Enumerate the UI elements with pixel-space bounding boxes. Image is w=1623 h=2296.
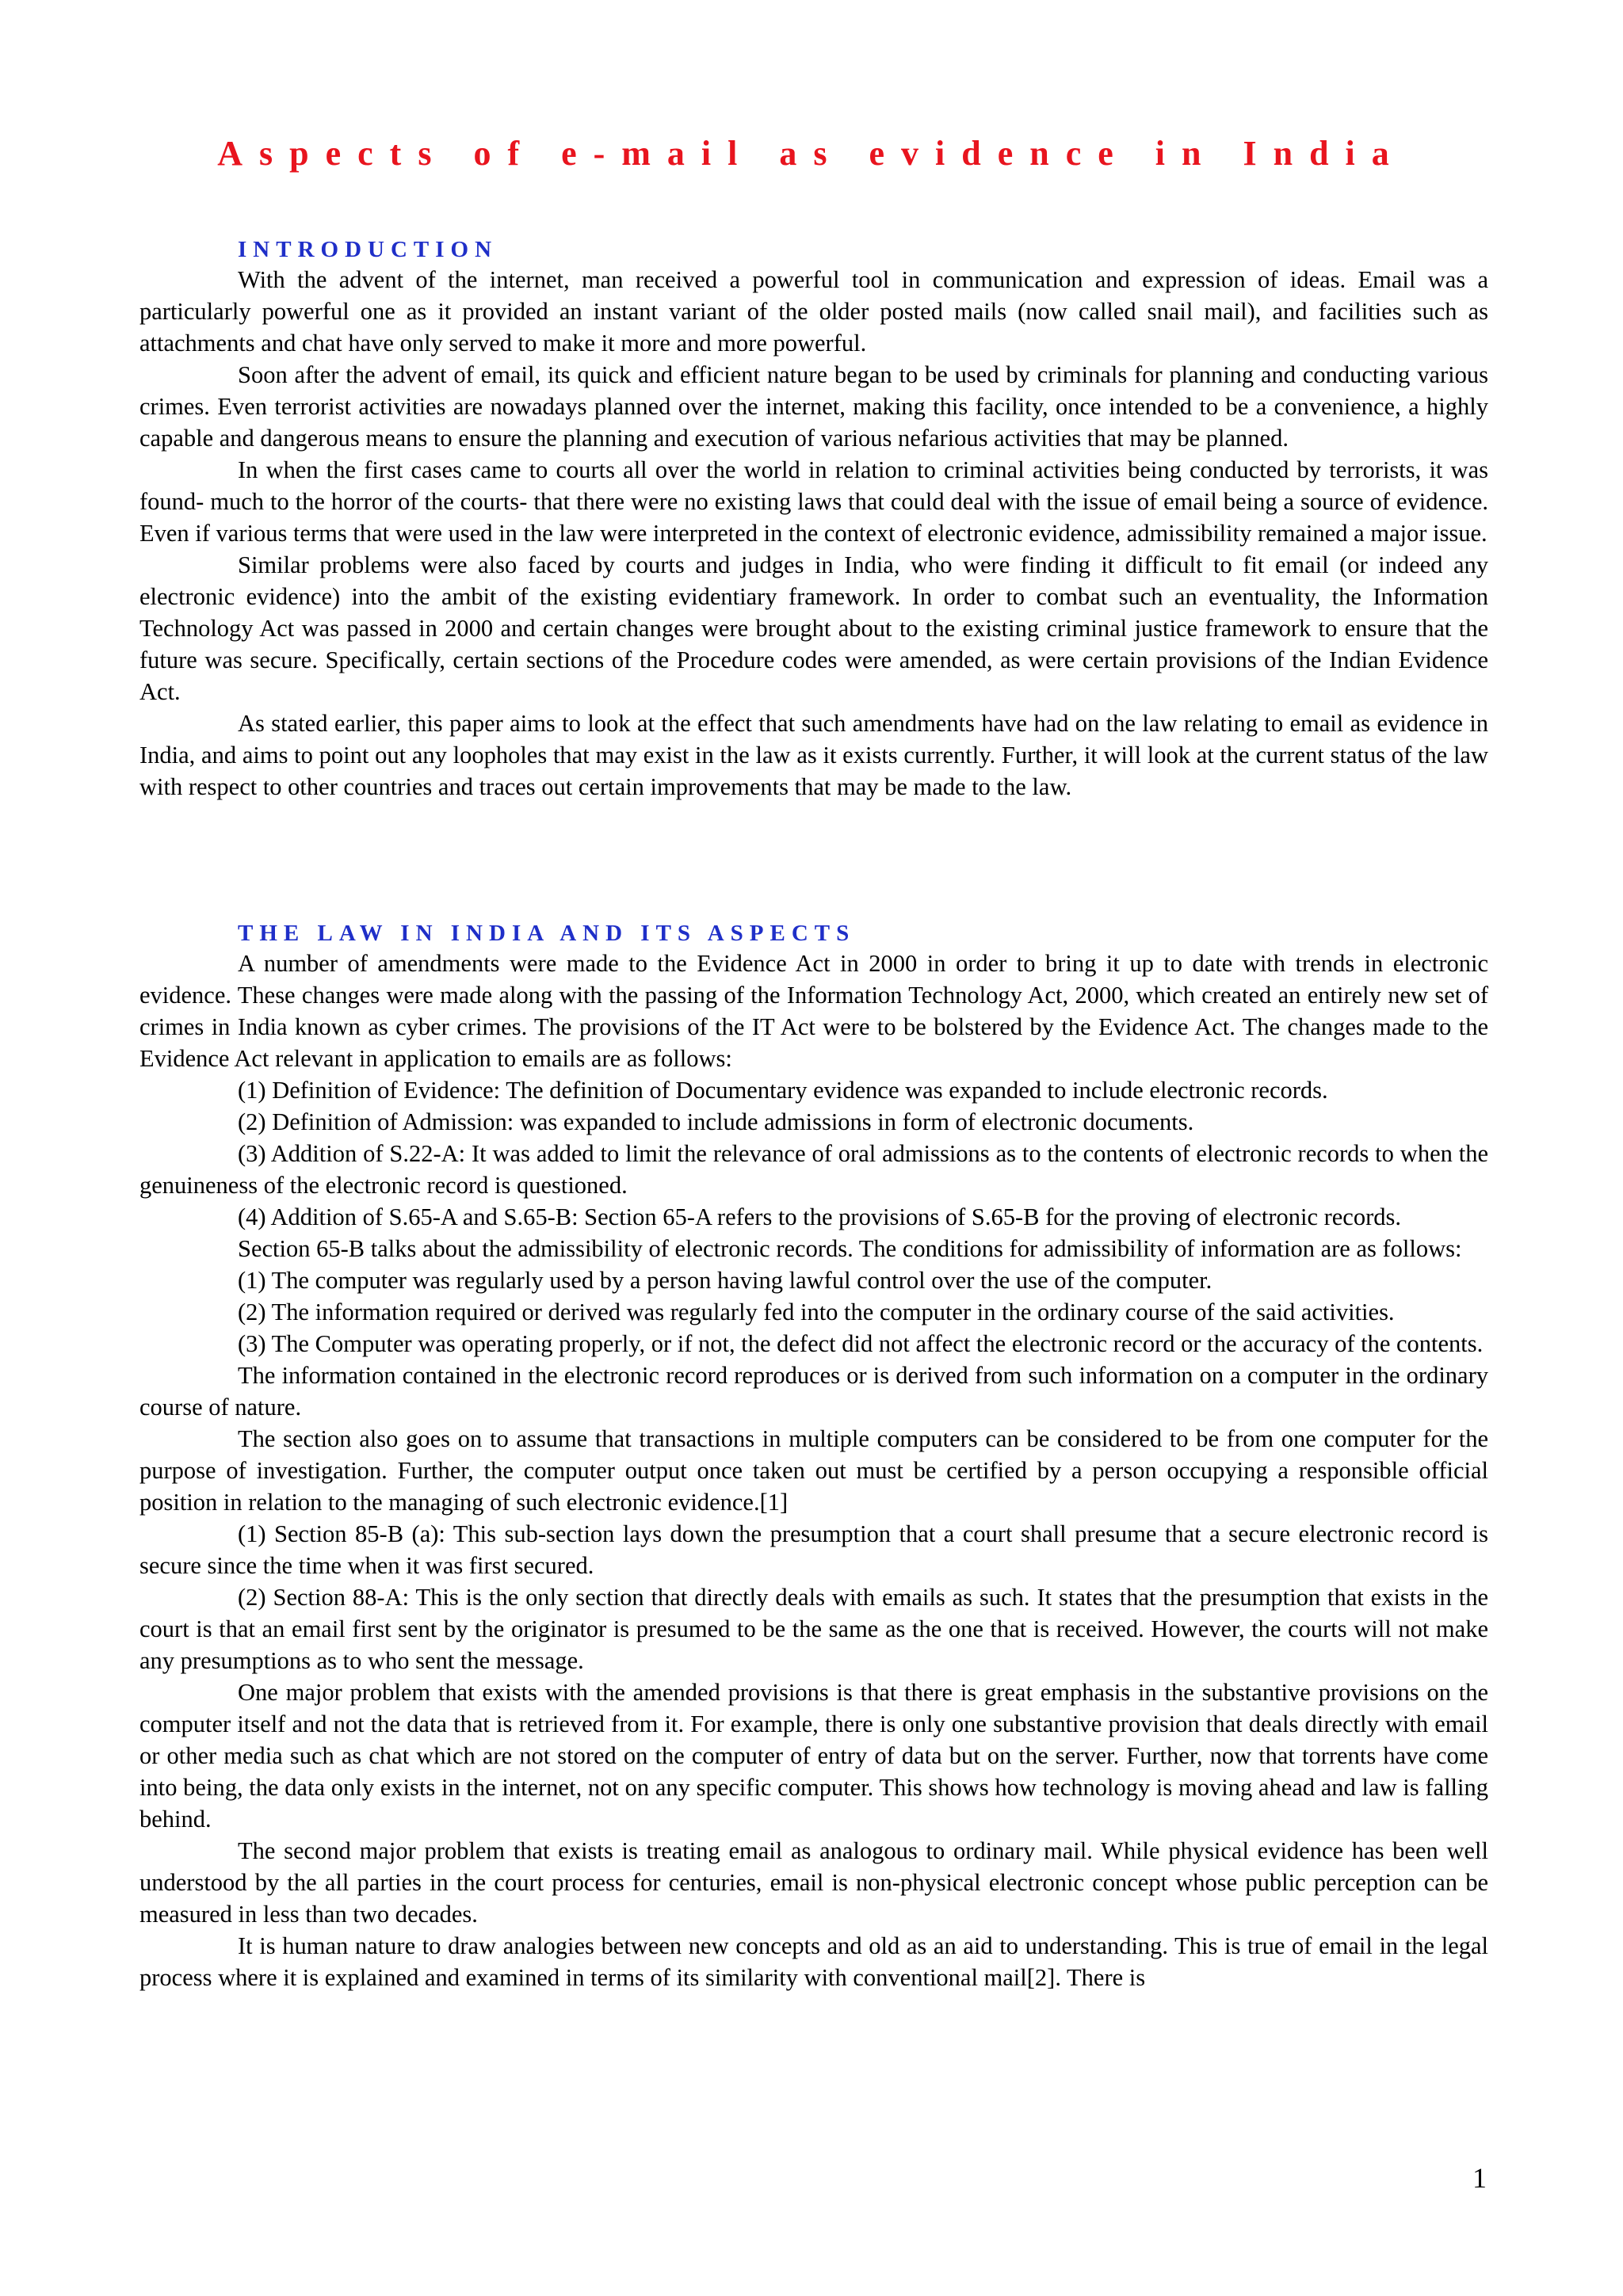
paragraph: The information contained in the electronic record reproduces or is derived from such information on a computer in the ordinary course of nature. [139,1362,1488,1421]
paragraph: Similar problems were also faced by courts and judges in India, who were finding it difficult to fit email (or indeed any electronic evidence) into the ambit of the existing evidentiary framework. In order to combat such an eventuality, the Information Technology Act was passed in 2000 and certain changes were brought about to the existing criminal justice framework to ensure that the future was secure. Specifically, certain sections of the Procedure codes were amended, as were certain provisions of the Indian Evidence Act. [139,551,1488,705]
paragraph: (2) Definition of Admission: was expanded to include admissions in form of electronic documents. [238,1108,1194,1135]
paragraph: As stated earlier, this paper aims to look at the effect that such amendments have had on the law relating to email as evidence in India, and aims to point out any loopholes that may exist in the law as it exists currently. Further, it will look at the current status of the law with respect to other countries and traces out certain improvements that may be made to the law. [139,710,1488,800]
paragraph: (3) Addition of S.22-A: It was added to limit the relevance of oral admissions as to the contents of electronic records to when the genuineness of the electronic record is questioned. [139,1140,1488,1199]
paragraph: A number of amendments were made to the Evidence Act in 2000 in order to bring it up to date with trends in electronic evidence. These changes were made along with the passing of the Information Technology Act, 2000, which created an entirely new set of crimes in India known as cyber crimes. The provisions of the IT Act were to be bolstered by the Evidence Act. The changes made to the Evidence Act relevant in application to emails are as follows: [139,950,1488,1072]
paragraph: (2) The information required or derived was regularly fed into the computer in the ordinary course of the said activities. [238,1299,1395,1325]
paragraph: The second major problem that exists is treating email as analogous to ordinary mail. While physical evidence has been well understood by the all parties in the court process for centuries, email is non-physical electronic concept whose public perception can be measured in less than two decades. [139,1837,1488,1928]
paragraph: The section also goes on to assume that transactions in multiple computers can be considered to be from one computer for the purpose of investigation. Further, the computer output once taken out must be certified by a person occupying a responsible official position in relation to the managing of such electronic evidence.[1] [139,1425,1488,1516]
section-law-in-india [139,919,1488,1993]
page-number: 1 [1472,2162,1487,2194]
paragraph: One major problem that exists with the amended provisions is that there is great emphasis in the substantive provisions on the computer itself and not the data that is retrieved from it. For example, there is only one substantive provision that deals directly with email or other media such as chat which are not stored on the computer of entry of data but on the server. Further, now that torrents have come into being, the data only exists in the internet, not on any specific computer. This shows how technology is moving ahead and law is falling behind. [139,1679,1488,1833]
section-introduction [139,235,1488,803]
paragraph: (2) Section 88-A: This is the only section that directly deals with emails as such. It states that the presumption that exists in the court is that an email first sent by the originator is presumed to be the same as the one that is received. However, the courts will not make any presumptions as to who sent the message. [139,1584,1488,1674]
section-heading: INTRODUCTION [238,237,498,262]
paragraph: (1) Definition of Evidence: The definition of Documentary evidence was expanded to include electronic records. [238,1077,1328,1104]
paragraph: (1) Section 85-B (a): This sub-section lays down the presumption that a court shall presume that a secure electronic record is secure since the time when it was first secured. [139,1520,1488,1579]
paragraph: In when the first cases came to courts all over the world in relation to criminal activities being conducted by terrorists, it was found- much to the horror of the courts- that there were no existing laws that could deal with the issue of email being a source of evidence. Even if various terms that were used in the law were interpreted in the context of electronic evidence, admissibility remained a major issue. [139,456,1488,547]
paragraph: (1) The computer was regularly used by a person having lawful control over the use of the computer. [238,1267,1212,1294]
paragraph: (4) Addition of S.65-A and S.65-B: Section 65-A refers to the provisions of S.65-B for the proving of electronic records. [238,1203,1401,1230]
paragraph: (3) The Computer was operating properly, or if not, the defect did not affect the electronic record or the accuracy of the contents. [238,1330,1484,1357]
section-heading: THE LAW IN INDIA AND ITS ASPECTS [238,921,856,946]
document-title: Aspects of e-mail as evidence in India [217,134,1406,173]
paragraph: Soon after the advent of email, its quick and efficient nature began to be used by criminals for planning and conducting various crimes. Even terrorist activities are nowadays planned over the internet, making this facility, once intended to be a convenience, a highly capable and dangerous means to ensure the planning and execution of various nefarious activities that may be planned. [139,361,1488,452]
paragraph: Section 65-B talks about the admissibility of electronic records. The conditions for admissibility of information are as follows: [238,1235,1462,1262]
paragraph: With the advent of the internet, man received a powerful tool in communication and expression of ideas. Email was a particularly powerful one as it provided an instant variant of the older posted mails (now called snail mail), and facilities such as attachments and chat have only served to make it more and more powerful. [139,266,1488,357]
paragraph: It is human nature to draw analogies between new concepts and old as an aid to understanding. This is true of email in the legal process where it is explained and examined in terms of its similarity with conventional mail[2]. There is [139,1932,1488,1991]
